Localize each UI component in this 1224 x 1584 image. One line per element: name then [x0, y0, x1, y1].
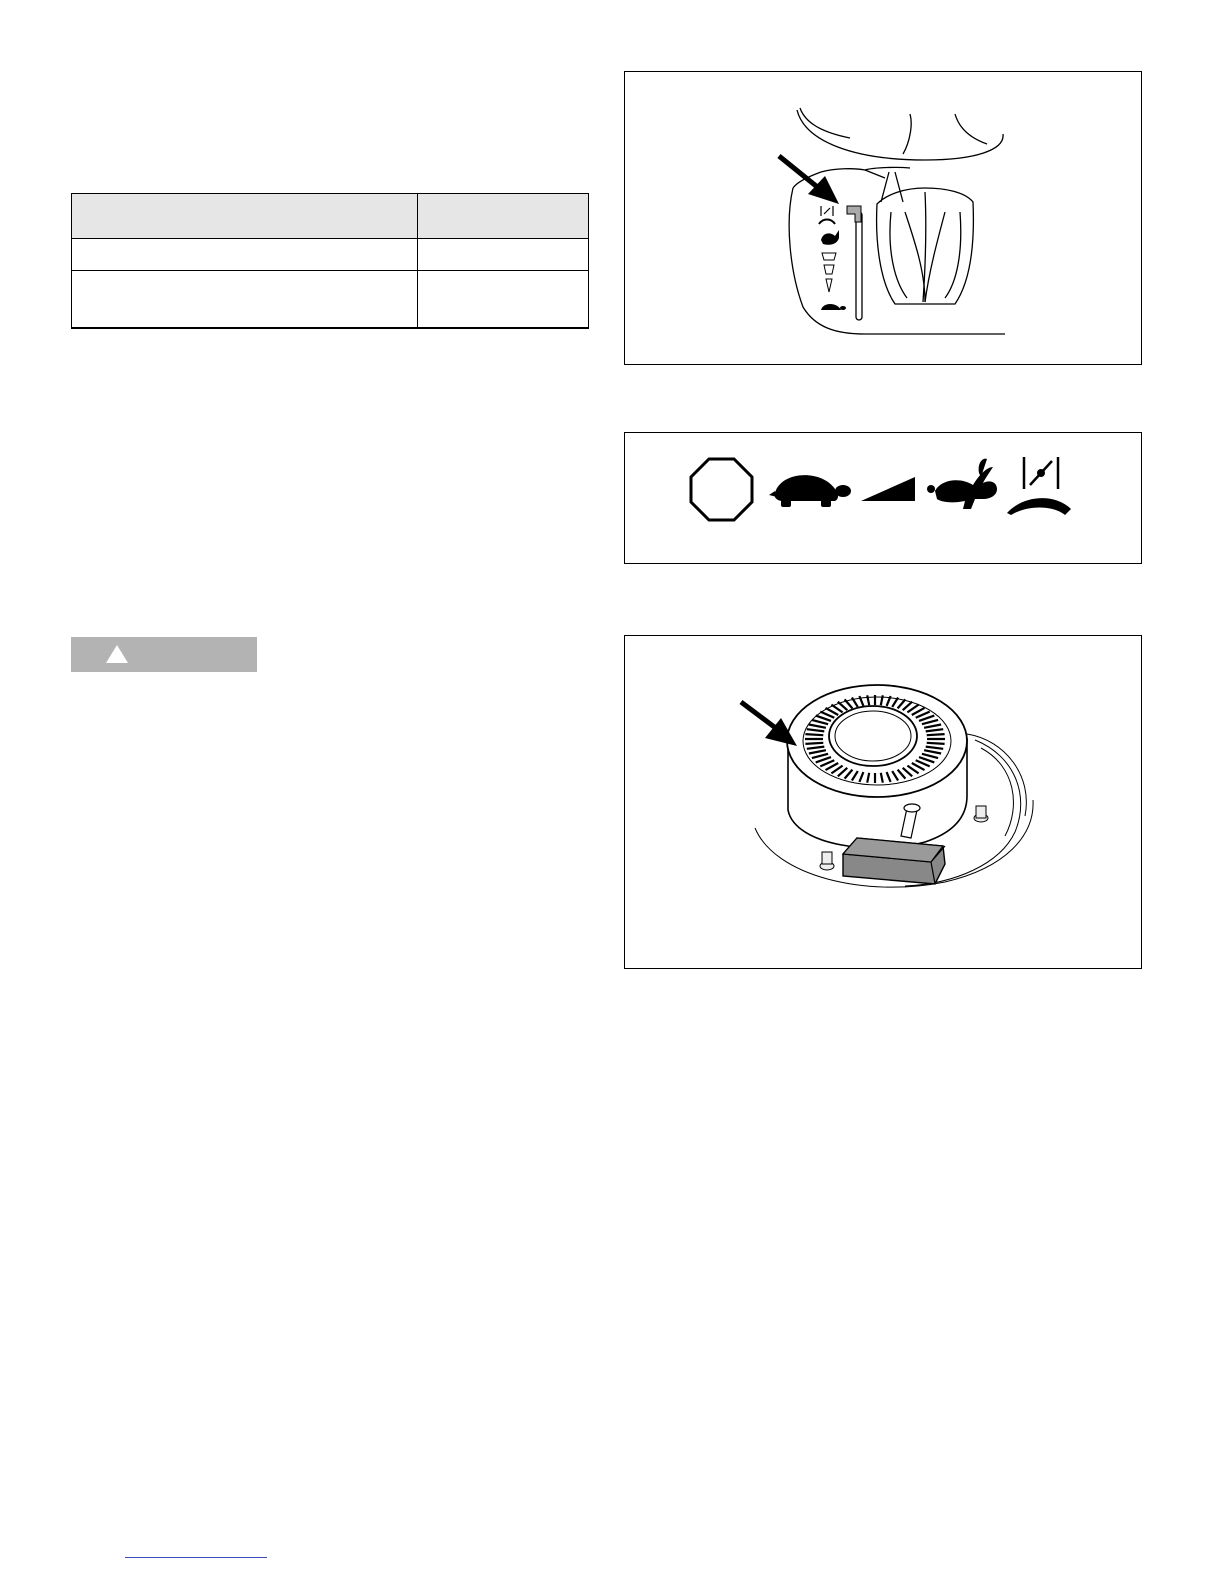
warning-triangle-icon	[105, 644, 129, 664]
table-header-cell-2	[418, 194, 588, 239]
table-row	[72, 239, 588, 271]
arrow-icon	[779, 156, 839, 204]
table-column-divider	[417, 194, 418, 327]
vent-slot	[927, 743, 945, 744]
slow-turtle-icon	[821, 304, 846, 310]
choke-icon	[819, 206, 835, 224]
figure-throttle-symbols	[624, 432, 1142, 564]
table-header-row	[72, 194, 588, 239]
table-row	[72, 271, 588, 328]
vent-slot	[805, 743, 823, 744]
table-cell	[72, 239, 417, 271]
choke-icon	[1007, 457, 1071, 515]
starter-handle-icon	[843, 838, 945, 884]
table-cell	[418, 239, 588, 271]
arrow-icon	[741, 702, 797, 746]
fast-rabbit-icon	[821, 230, 839, 245]
speed-ramp-icon	[822, 253, 836, 292]
specification-table	[71, 193, 589, 329]
speed-ramp-icon	[861, 477, 915, 501]
fast-rabbit-icon	[927, 459, 997, 509]
table-cell	[72, 271, 417, 328]
figure-throttle-lever	[624, 71, 1142, 365]
table-cell	[418, 271, 588, 328]
vent-slot	[927, 734, 945, 735]
figure-recoil-starter	[624, 635, 1142, 969]
slow-turtle-icon	[769, 475, 851, 507]
throttle-symbols-illustration	[625, 433, 1143, 565]
recoil-starter-illustration	[625, 636, 1143, 970]
vent-slot	[805, 734, 823, 735]
stop-octagon-icon	[691, 459, 752, 520]
recoil-starter-icon	[787, 685, 967, 848]
footer-link-underline[interactable]	[125, 1557, 267, 1558]
throttle-lever-illustration	[625, 72, 1143, 366]
warning-banner	[71, 637, 257, 672]
table-header-cell-1	[72, 194, 417, 239]
